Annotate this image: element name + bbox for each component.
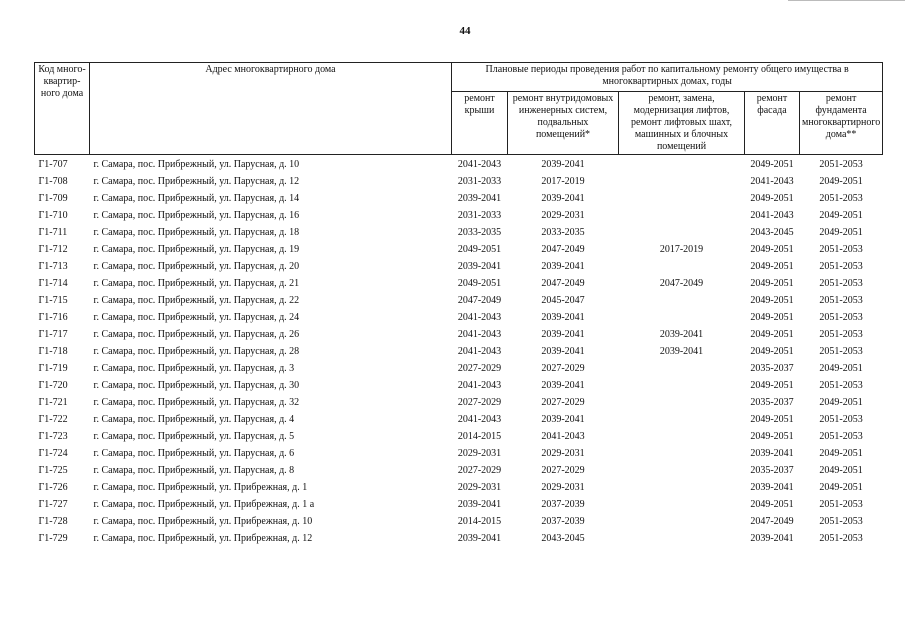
cell-foundation: 2051-2053 — [819, 260, 863, 272]
table-row — [35, 479, 883, 496]
cell-engineering: 2045-2047 — [541, 294, 585, 306]
cell-foundation: 2049-2051 — [819, 226, 863, 238]
cell-code: Г1-712 — [38, 243, 68, 255]
cell-foundation: 2051-2053 — [819, 192, 863, 204]
cell-foundation: 2049-2051 — [819, 464, 863, 476]
cell-facade: 2039-2041 — [750, 447, 794, 459]
cell-engineering: 2029-2031 — [541, 209, 585, 221]
cell-facade: 2049-2051 — [750, 413, 794, 425]
cell-roof: 2039-2041 — [457, 498, 502, 510]
cell-code: Г1-727 — [38, 498, 68, 510]
cell-engineering: 2039-2041 — [541, 413, 585, 425]
cell-elevators — [619, 155, 745, 174]
cell-elevators: 2039-2041 — [659, 328, 704, 340]
cell-roof: 2039-2041 — [457, 532, 502, 544]
cell-facade: 2039-2041 — [750, 532, 794, 544]
cell-code: Г1-716 — [38, 311, 68, 323]
cell-code: Г1-713 — [38, 260, 68, 272]
cell-roof: 2031-2033 — [457, 209, 502, 221]
cell-engineering: 2017-2019 — [541, 175, 585, 187]
cell-facade: 2049-2051 — [750, 328, 794, 340]
cell-roof: 2041-2043 — [457, 158, 502, 170]
cell-elevators — [619, 190, 745, 207]
cell-foundation: 2051-2053 — [819, 532, 863, 544]
cell-code: Г1-714 — [38, 277, 68, 289]
cell-engineering: 2029-2031 — [541, 481, 585, 493]
cell-engineering: 2047-2049 — [541, 277, 585, 289]
cell-engineering: 2039-2041 — [541, 328, 585, 340]
cell-elevators — [619, 496, 745, 513]
cell-elevators — [619, 224, 745, 241]
table-row — [35, 377, 883, 394]
cell-roof: 2039-2041 — [457, 260, 502, 272]
cell-facade: 2049-2051 — [750, 260, 794, 272]
cell-elevators: 2039-2041 — [659, 345, 704, 357]
cell-elevators — [619, 258, 745, 275]
cell-engineering: 2027-2029 — [541, 396, 585, 408]
cell-elevators — [619, 530, 745, 547]
cell-roof: 2029-2031 — [457, 481, 502, 493]
table-row — [35, 394, 883, 411]
cell-foundation: 2049-2051 — [819, 481, 863, 493]
cell-facade: 2035-2037 — [750, 396, 794, 408]
cell-address: г. Самара, пос. Прибрежный, ул. Прибрежная, д. 12 — [93, 532, 313, 544]
header-code: Код много-квартир-ного дома — [35, 63, 90, 155]
cell-address: г. Самара, пос. Прибрежный, ул. Парусная, д. 3 — [93, 362, 295, 374]
table-row — [35, 309, 883, 326]
cell-address: г. Самара, пос. Прибрежный, ул. Прибрежная, д. 1 а — [93, 498, 315, 510]
cell-code: Г1-718 — [38, 345, 68, 357]
cell-roof: 2041-2043 — [457, 413, 502, 425]
table-row — [35, 241, 883, 258]
cell-roof: 2031-2033 — [457, 175, 502, 187]
cell-facade: 2035-2037 — [750, 362, 794, 374]
cell-foundation: 2051-2053 — [819, 345, 863, 357]
cell-address: г. Самара, пос. Прибрежный, ул. Парусная, д. 6 — [93, 447, 295, 459]
cell-address: г. Самара, пос. Прибрежный, ул. Парусная, д. 21 — [93, 277, 300, 289]
header-elevators: ремонт, замена, модернизация лифтов, ремонт лифтовых шахт, машинных и блочных помещений — [619, 92, 745, 155]
cell-address: г. Самара, пос. Прибрежный, ул. Парусная, д. 28 — [93, 345, 300, 357]
cell-code: Г1-721 — [38, 396, 68, 408]
table-body — [35, 155, 883, 548]
table-row — [35, 445, 883, 462]
cell-facade: 2049-2051 — [750, 379, 794, 391]
cell-facade: 2041-2043 — [750, 209, 794, 221]
cell-code: Г1-719 — [38, 362, 68, 374]
cell-facade: 2049-2051 — [750, 294, 794, 306]
table-row — [35, 275, 883, 292]
cell-roof: 2029-2031 — [457, 447, 502, 459]
page-number: 44 — [459, 25, 471, 37]
cell-foundation: 2051-2053 — [819, 515, 863, 527]
cell-code: Г1-711 — [38, 226, 68, 238]
table-row — [35, 428, 883, 445]
table-row — [35, 207, 883, 224]
cell-elevators: 2047-2049 — [659, 277, 704, 289]
cell-foundation: 2051-2053 — [819, 328, 863, 340]
cell-engineering: 2039-2041 — [541, 379, 585, 391]
cell-roof: 2041-2043 — [457, 311, 502, 323]
cell-roof: 2027-2029 — [457, 362, 502, 374]
cell-code: Г1-726 — [38, 481, 68, 493]
table-row — [35, 530, 883, 547]
cell-facade: 2049-2051 — [750, 158, 794, 170]
cell-address: г. Самара, пос. Прибрежный, ул. Парусная, д. 24 — [93, 311, 300, 323]
cell-engineering: 2043-2045 — [541, 532, 585, 544]
cell-code: Г1-729 — [38, 532, 68, 544]
cell-elevators — [619, 428, 745, 445]
table-row — [35, 155, 883, 174]
cell-elevators — [619, 479, 745, 496]
table-row — [35, 258, 883, 275]
cell-roof: 2049-2051 — [457, 243, 502, 255]
cell-address: г. Самара, пос. Прибрежный, ул. Парусная, д. 14 — [93, 192, 300, 204]
cell-elevators — [619, 445, 745, 462]
cell-code: Г1-728 — [38, 515, 68, 527]
cell-code: Г1-725 — [38, 464, 68, 476]
cell-engineering: 2037-2039 — [541, 515, 585, 527]
cell-facade: 2043-2045 — [750, 226, 794, 238]
cell-engineering: 2033-2035 — [541, 226, 585, 238]
cell-address: г. Самара, пос. Прибрежный, ул. Парусная, д. 30 — [93, 379, 300, 391]
top-rule — [788, 0, 905, 1]
header-address: Адрес многоквартирного дома — [90, 63, 452, 155]
table-row — [35, 292, 883, 309]
capital-repair-table — [34, 62, 883, 547]
cell-facade: 2041-2043 — [750, 175, 794, 187]
cell-engineering: 2041-2043 — [541, 430, 585, 442]
cell-roof: 2014-2015 — [457, 430, 502, 442]
cell-code: Г1-717 — [38, 328, 68, 340]
cell-address: г. Самара, пос. Прибрежный, ул. Прибрежная, д. 1 — [93, 481, 308, 493]
cell-address: г. Самара, пос. Прибрежный, ул. Парусная, д. 16 — [93, 209, 300, 221]
table-row — [35, 513, 883, 530]
cell-facade: 2049-2051 — [750, 430, 794, 442]
cell-roof: 2014-2015 — [457, 515, 502, 527]
header-facade: ремонт фасада — [745, 92, 800, 155]
cell-foundation: 2051-2053 — [819, 430, 863, 442]
cell-elevators — [619, 513, 745, 530]
cell-address: г. Самара, пос. Прибрежный, ул. Прибрежная, д. 10 — [93, 515, 313, 527]
table-row — [35, 190, 883, 207]
cell-address: г. Самара, пос. Прибрежный, ул. Парусная, д. 32 — [93, 396, 300, 408]
table-row — [35, 173, 883, 190]
cell-address: г. Самара, пос. Прибрежный, ул. Парусная, д. 4 — [93, 413, 295, 425]
cell-engineering: 2039-2041 — [541, 260, 585, 272]
cell-code: Г1-724 — [38, 447, 68, 459]
cell-roof: 2047-2049 — [457, 294, 502, 306]
cell-foundation: 2051-2053 — [819, 294, 863, 306]
cell-facade: 2049-2051 — [750, 345, 794, 357]
cell-elevators — [619, 394, 745, 411]
cell-facade: 2035-2037 — [750, 464, 794, 476]
cell-foundation: 2051-2053 — [819, 158, 863, 170]
table-row — [35, 411, 883, 428]
cell-address: г. Самара, пос. Прибрежный, ул. Парусная, д. 18 — [93, 226, 300, 238]
cell-facade: 2047-2049 — [750, 515, 794, 527]
table-row — [35, 462, 883, 479]
cell-address: г. Самара, пос. Прибрежный, ул. Парусная, д. 10 — [93, 158, 300, 170]
table-row — [35, 224, 883, 241]
cell-roof: 2039-2041 — [457, 192, 502, 204]
header-foundation: ремонт фундамента многоквартирного дома** — [800, 92, 883, 155]
cell-engineering: 2029-2031 — [541, 447, 585, 459]
cell-code: Г1-710 — [38, 209, 68, 221]
cell-engineering: 2047-2049 — [541, 243, 585, 255]
cell-code: Г1-707 — [38, 158, 68, 170]
cell-roof: 2033-2035 — [457, 226, 502, 238]
cell-roof: 2041-2043 — [457, 379, 502, 391]
cell-code: Г1-720 — [38, 379, 68, 391]
cell-engineering: 2027-2029 — [541, 464, 585, 476]
cell-foundation: 2051-2053 — [819, 379, 863, 391]
cell-elevators — [619, 173, 745, 190]
cell-address: г. Самара, пос. Прибрежный, ул. Парусная, д. 8 — [93, 464, 295, 476]
cell-elevators — [619, 207, 745, 224]
cell-foundation: 2049-2051 — [819, 362, 863, 374]
cell-foundation: 2049-2051 — [819, 396, 863, 408]
cell-engineering: 2027-2029 — [541, 362, 585, 374]
cell-code: Г1-715 — [38, 294, 68, 306]
cell-foundation: 2049-2051 — [819, 209, 863, 221]
cell-facade: 2049-2051 — [750, 243, 794, 255]
cell-facade: 2049-2051 — [750, 311, 794, 323]
cell-address: г. Самара, пос. Прибрежный, ул. Парусная, д. 22 — [93, 294, 300, 306]
cell-address: г. Самара, пос. Прибрежный, ул. Парусная, д. 12 — [93, 175, 300, 187]
cell-code: Г1-708 — [38, 175, 68, 187]
cell-roof: 2041-2043 — [457, 345, 502, 357]
cell-engineering: 2039-2041 — [541, 345, 585, 357]
cell-elevators — [619, 292, 745, 309]
cell-engineering: 2039-2041 — [541, 192, 585, 204]
cell-facade: 2039-2041 — [750, 481, 794, 493]
cell-elevators: 2017-2019 — [659, 243, 704, 255]
table-row — [35, 326, 883, 343]
cell-engineering: 2039-2041 — [541, 158, 585, 170]
cell-foundation: 2051-2053 — [819, 498, 863, 510]
cell-roof: 2049-2051 — [457, 277, 502, 289]
cell-roof: 2027-2029 — [457, 396, 502, 408]
header-periods-group: Плановые периоды проведения работ по капитальному ремонту общего имущества в многоквартирных домах, годы — [452, 63, 883, 92]
cell-code: Г1-722 — [38, 413, 68, 425]
cell-roof: 2041-2043 — [457, 328, 502, 340]
cell-facade: 2049-2051 — [750, 192, 794, 204]
cell-address: г. Самара, пос. Прибрежный, ул. Парусная, д. 19 — [93, 243, 300, 255]
cell-address: г. Самара, пос. Прибрежный, ул. Парусная, д. 26 — [93, 328, 300, 340]
cell-foundation: 2051-2053 — [819, 311, 863, 323]
cell-foundation: 2051-2053 — [819, 277, 863, 289]
cell-foundation: 2051-2053 — [819, 243, 863, 255]
cell-engineering: 2037-2039 — [541, 498, 585, 510]
cell-facade: 2049-2051 — [750, 498, 794, 510]
cell-elevators — [619, 411, 745, 428]
cell-elevators — [619, 377, 745, 394]
cell-code: Г1-723 — [38, 430, 68, 442]
cell-code: Г1-709 — [38, 192, 68, 204]
cell-address: г. Самара, пос. Прибрежный, ул. Парусная, д. 5 — [93, 430, 295, 442]
table-row — [35, 343, 883, 360]
cell-foundation: 2049-2051 — [819, 175, 863, 187]
cell-elevators — [619, 309, 745, 326]
cell-elevators — [619, 462, 745, 479]
cell-foundation: 2049-2051 — [819, 447, 863, 459]
cell-elevators — [619, 360, 745, 377]
header-engineering: ремонт внутридомовых инженерных систем, подвальных помещений* — [508, 92, 619, 155]
table-row — [35, 496, 883, 513]
cell-foundation: 2051-2053 — [819, 413, 863, 425]
table-row — [35, 360, 883, 377]
cell-roof: 2027-2029 — [457, 464, 502, 476]
cell-address: г. Самара, пос. Прибрежный, ул. Парусная, д. 20 — [93, 260, 300, 272]
cell-engineering: 2039-2041 — [541, 311, 585, 323]
cell-facade: 2049-2051 — [750, 277, 794, 289]
header-roof: ремонт крыши — [452, 92, 508, 155]
